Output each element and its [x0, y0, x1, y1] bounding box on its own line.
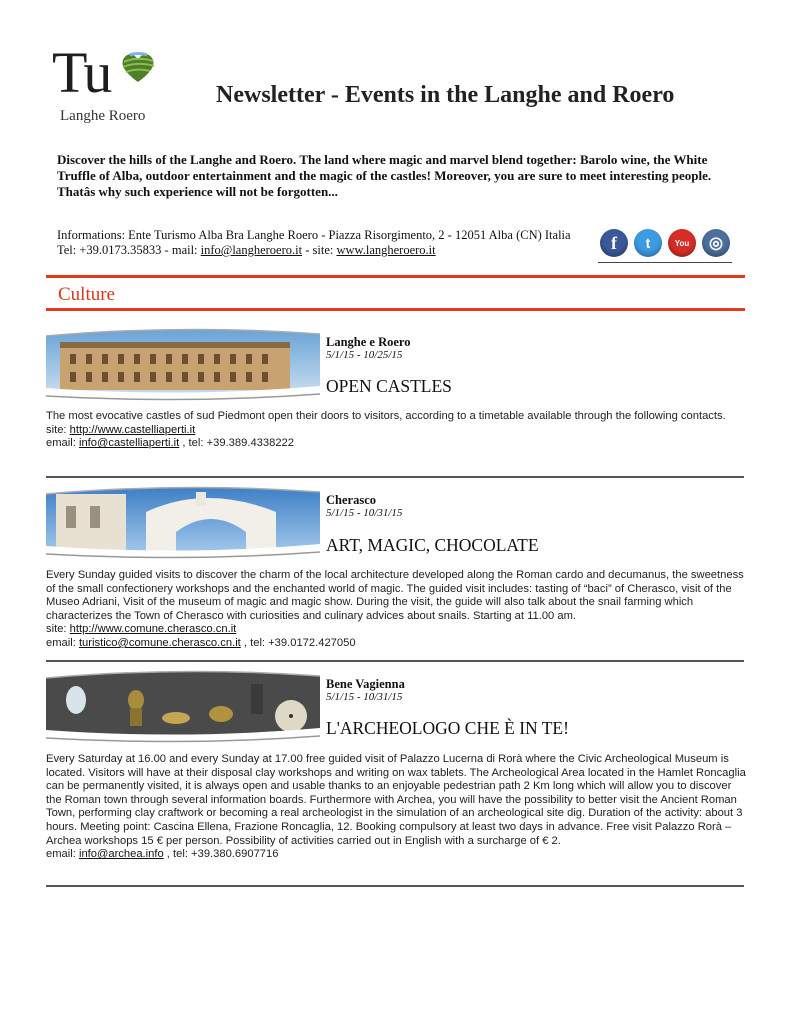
event-email-label: email: — [46, 848, 79, 861]
event-title: ART, MAGIC, CHOCOLATE — [326, 535, 539, 555]
section-title: Culture — [58, 284, 115, 305]
event-email-link[interactable]: turistico@comune.cherasco.cn.it — [78, 636, 241, 649]
event-separator — [46, 885, 744, 887]
event-image-arch — [46, 486, 320, 560]
event-separator — [46, 476, 744, 478]
social-links — [598, 228, 732, 263]
event-location: Bene Vagienna — [326, 677, 405, 691]
heart-vineyard-icon — [120, 52, 156, 84]
event-email-link[interactable]: info@archea.info — [78, 848, 164, 861]
contact-site-link[interactable]: www.langheroero.it — [336, 243, 436, 257]
logo — [50, 40, 165, 132]
event-description — [46, 410, 746, 451]
event-location: Langhe e Roero — [326, 335, 411, 349]
event-site-link[interactable]: http://www.comune.cherasco.cn.it — [69, 623, 237, 636]
youtube-icon[interactable]: You — [668, 229, 696, 257]
event-site-line — [46, 623, 746, 637]
event-email-link[interactable]: info@castelliaperti.it — [78, 437, 180, 450]
event-date: 5/1/15 - 10/31/15 — [326, 691, 403, 703]
event-site-link[interactable]: http://www.castelliaperti.it — [69, 423, 196, 436]
section-divider-top — [46, 275, 745, 278]
event-date: 5/1/15 - 10/25/15 — [326, 349, 403, 361]
twitter-icon[interactable]: t — [634, 229, 662, 257]
event-email-line — [46, 637, 746, 651]
contact-mail-link[interactable]: info@langheroero.it — [200, 243, 303, 257]
logo-main-text: Tu — [52, 40, 111, 105]
event-separator — [46, 660, 744, 662]
event-description-text: Every Saturday at 16.00 and every Sunday at 17.00 free guided visit of Palazzo Lucerna di Rorà where the Civic Archeological Museum is located. Visitors will have at their disposal clay workshops and writing on wax tablets. The Archeological Area located in the Hamlet Roncaglia can be permanently visited, it is always open and usable thanks to an enjoyable pedestrian path 2 Km long which will allow you to discover the Roman town through several information boards. Furthermore with Archea, you will have the possibility to better visit the Ancient Roman Town, performing clay craftwork or becoming a real archeologist in the simulation of an archeological site dig. Duration of the activity: about 3 hours. Meeting point: Cascina Ellena, Frazione Roncaglia, 12. Booking compulsory at least two days in advance. Free visit Palazzo Rorà – Archea workshops 15 € per person. Possibility of activities carried out in English with a surcharge of € 2. — [46, 753, 746, 847]
facebook-icon[interactable]: f — [600, 229, 628, 257]
contact-info — [57, 228, 617, 258]
event-site-line — [46, 424, 746, 438]
event-location: Cherasco — [326, 493, 376, 507]
logo-subtitle: Langhe Roero — [60, 108, 146, 124]
contact-line — [57, 243, 617, 258]
event-description — [46, 569, 746, 651]
event-title: L'ARCHEOLOGO CHE È IN TE! — [326, 718, 569, 738]
event-email-line — [46, 437, 746, 451]
event-site-label: site: — [46, 423, 70, 436]
event-tel: , tel: +39.380.6907716 — [163, 848, 279, 861]
event-email-label: email: — [46, 437, 79, 450]
event-title: OPEN CASTLES — [326, 376, 452, 396]
section-divider-bottom — [46, 308, 745, 311]
event-date: 5/1/15 - 10/31/15 — [326, 507, 403, 519]
contact-address: Informations: Ente Turismo Alba Bra Langhe Roero - Piazza Risorgimento, 2 - 12051 Alba (CN) Italia — [57, 228, 571, 242]
contact-site-label: - site: — [302, 243, 337, 257]
event-site-label: site: — [46, 623, 70, 636]
event-tel: , tel: +39.389.4338222 — [179, 437, 295, 450]
intro-text: Discover the hills of the Langhe and Roero. The land where magic and marvel blend together: Barolo wine, the White Truffle of Alba, outdoor entertainment and the magic of the castles! Moreover, you are sure to meet interesting people. Thatâs why such experience will not be forgotten... — [57, 152, 712, 199]
event-description — [46, 753, 746, 862]
event-image-castle — [46, 328, 320, 402]
event-email-line — [46, 848, 746, 862]
event-image-artifacts — [46, 670, 320, 744]
instagram-icon[interactable]: ◎ — [702, 229, 730, 257]
event-description-text: The most evocative castles of sud Piedmont open their doors to visitors, according to a timetable available through the following contacts. — [46, 410, 726, 422]
contact-tel: Tel: +39.0173.35833 - mail: — [57, 243, 201, 257]
event-description-text: Every Sunday guided visits to discover the charm of the local architecture developed along the Roman cardo and decumanus, the sweetness of the small confectionery workshops and the enchanted world of magic. The guided visit includes: tasting of “baci” of Cherasco, visit of the Museo Adriani, Visit of the museum of magic and magic show. During the visit, the guide will also talk about the snail farming which characterizes the Town of Cherasco with curiosities and culinary advices about snails. Starting at 11.00 am. — [46, 569, 744, 622]
event-email-label: email: — [46, 636, 79, 649]
page-title: Newsletter - Events in the Langhe and Roero — [216, 82, 675, 108]
event-tel: , tel: +39.0172.427050 — [240, 636, 356, 649]
